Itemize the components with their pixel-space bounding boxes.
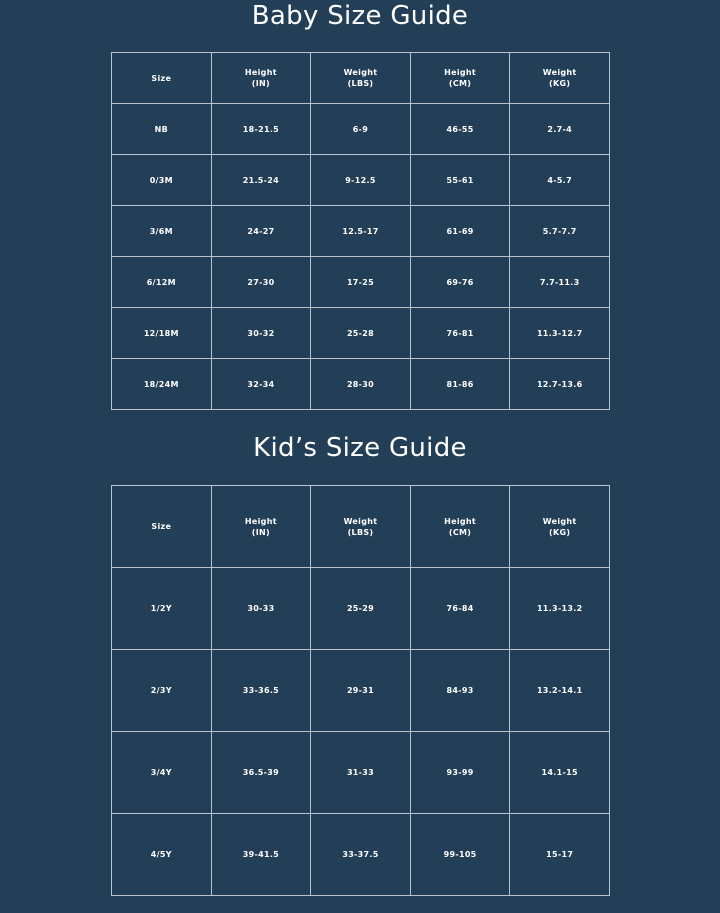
height-cm-cell: 55-61: [410, 155, 510, 206]
header-weight-kg: Weight (KG): [510, 486, 610, 568]
header-height-cm: Height (CM): [410, 486, 510, 568]
height-cm-cell: 76-81: [410, 308, 510, 359]
weight-lbs-cell: 9-12.5: [311, 155, 411, 206]
kids-size-guide-title: Kid’s Size Guide: [253, 433, 467, 463]
weight-kg-cell: 15-17: [510, 814, 610, 896]
weight-kg-cell: 2.7-4: [510, 104, 610, 155]
baby-size-table: [111, 52, 610, 410]
table-row: [112, 206, 610, 257]
weight-lbs-cell: 12.5-17: [311, 206, 411, 257]
size-cell: NB: [112, 104, 212, 155]
table-row: [112, 308, 610, 359]
height-in-cell: 27-30: [211, 257, 311, 308]
weight-lbs-cell: 25-29: [311, 568, 411, 650]
height-cm-cell: 46-55: [410, 104, 510, 155]
size-cell: 12/18M: [112, 308, 212, 359]
weight-lbs-cell: 28-30: [311, 359, 411, 410]
header-height-in: Height (IN): [211, 53, 311, 104]
weight-lbs-cell: 25-28: [311, 308, 411, 359]
weight-kg-cell: 13.2-14.1: [510, 650, 610, 732]
weight-lbs-cell: 33-37.5: [311, 814, 411, 896]
table-row: [112, 814, 610, 896]
table-row: [112, 359, 610, 410]
header-size: Size: [112, 53, 212, 104]
height-in-cell: 30-32: [211, 308, 311, 359]
weight-lbs-cell: 29-31: [311, 650, 411, 732]
height-cm-cell: 93-99: [410, 732, 510, 814]
size-cell: 6/12M: [112, 257, 212, 308]
weight-kg-cell: 5.7-7.7: [510, 206, 610, 257]
height-in-cell: 24-27: [211, 206, 311, 257]
header-weight-kg: Weight (KG): [510, 53, 610, 104]
kids-size-table: [111, 485, 610, 896]
weight-lbs-cell: 31-33: [311, 732, 411, 814]
table-header-row: [112, 53, 610, 104]
size-cell: 18/24M: [112, 359, 212, 410]
height-in-cell: 39-41.5: [211, 814, 311, 896]
size-cell: 0/3M: [112, 155, 212, 206]
header-weight-lbs: Weight (LBS): [311, 53, 411, 104]
size-cell: 4/5Y: [112, 814, 212, 896]
weight-lbs-cell: 6-9: [311, 104, 411, 155]
size-cell: 2/3Y: [112, 650, 212, 732]
table-row: [112, 104, 610, 155]
weight-kg-cell: 12.7-13.6: [510, 359, 610, 410]
table-row: [112, 732, 610, 814]
height-in-cell: 33-36.5: [211, 650, 311, 732]
header-height-cm: Height (CM): [410, 53, 510, 104]
height-in-cell: 30-33: [211, 568, 311, 650]
height-in-cell: 18-21.5: [211, 104, 311, 155]
weight-kg-cell: 11.3-13.2: [510, 568, 610, 650]
table-row: [112, 155, 610, 206]
height-cm-cell: 84-93: [410, 650, 510, 732]
height-cm-cell: 69-76: [410, 257, 510, 308]
table-row: [112, 568, 610, 650]
baby-size-guide-title: Baby Size Guide: [251, 1, 469, 31]
height-in-cell: 32-34: [211, 359, 311, 410]
height-cm-cell: 99-105: [410, 814, 510, 896]
height-cm-cell: 81-86: [410, 359, 510, 410]
table-header-row: [112, 486, 610, 568]
height-in-cell: 36.5-39: [211, 732, 311, 814]
header-height-in: Height (IN): [211, 486, 311, 568]
header-weight-lbs: Weight (LBS): [311, 486, 411, 568]
table-row: [112, 257, 610, 308]
weight-kg-cell: 14.1-15: [510, 732, 610, 814]
size-cell: 3/6M: [112, 206, 212, 257]
height-cm-cell: 76-84: [410, 568, 510, 650]
size-cell: 3/4Y: [112, 732, 212, 814]
weight-kg-cell: 4-5.7: [510, 155, 610, 206]
height-cm-cell: 61-69: [410, 206, 510, 257]
size-cell: 1/2Y: [112, 568, 212, 650]
header-size: Size: [112, 486, 212, 568]
height-in-cell: 21.5-24: [211, 155, 311, 206]
table-row: [112, 650, 610, 732]
weight-kg-cell: 11.3-12.7: [510, 308, 610, 359]
weight-lbs-cell: 17-25: [311, 257, 411, 308]
weight-kg-cell: 7.7-11.3: [510, 257, 610, 308]
